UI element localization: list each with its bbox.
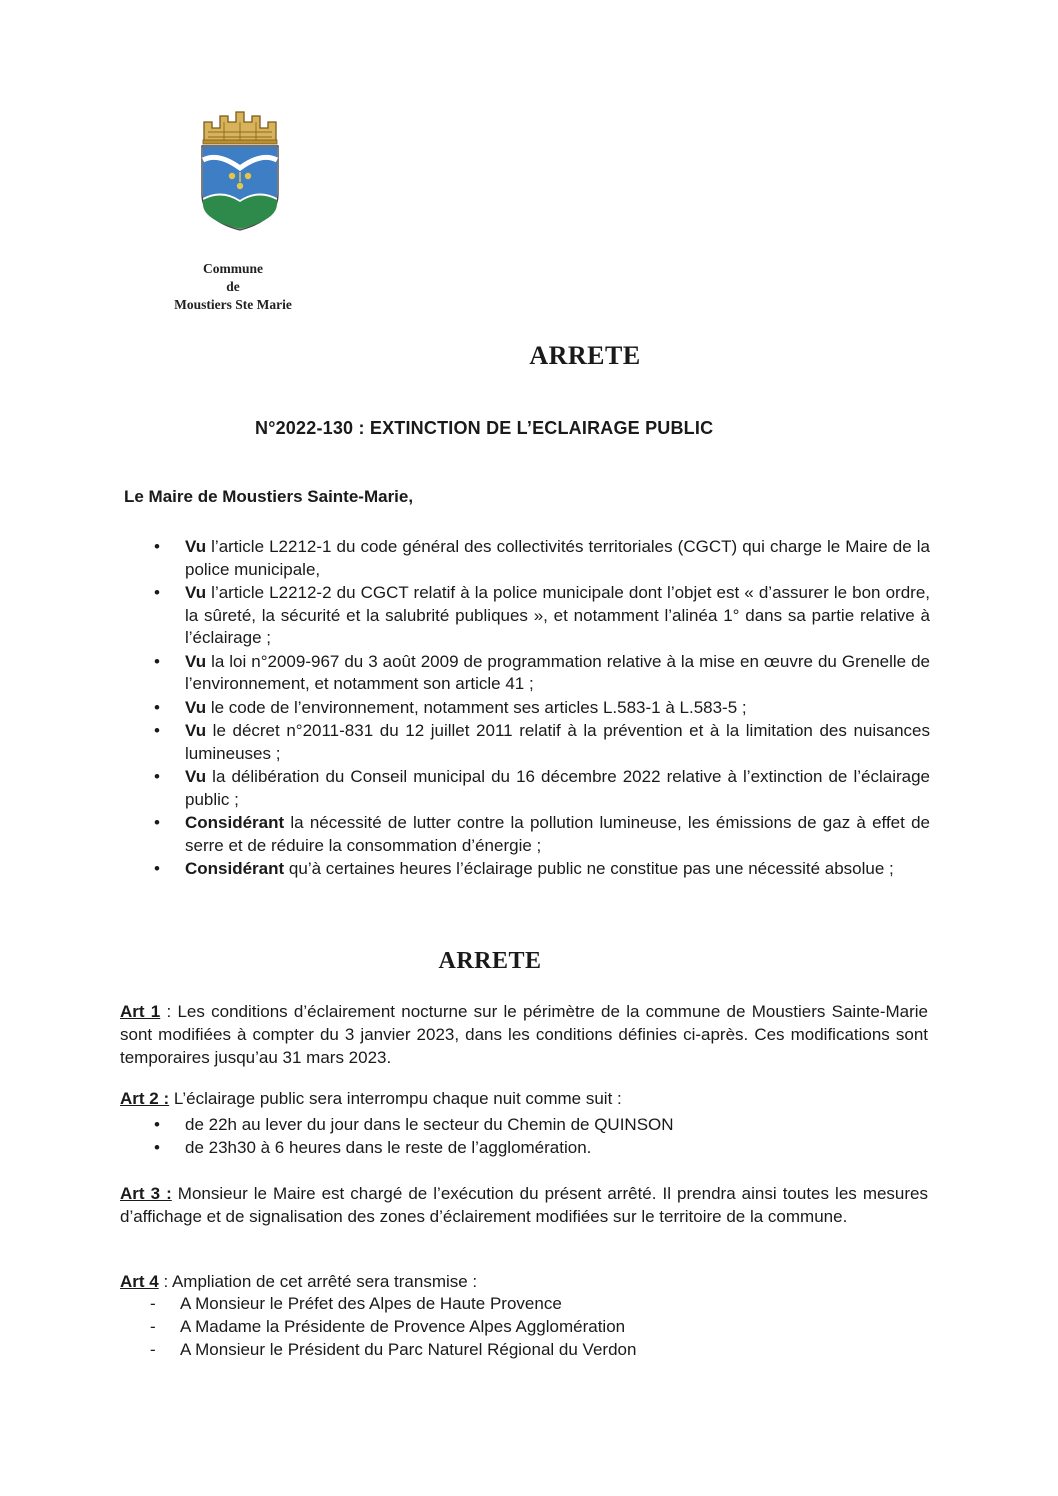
list-item: • de 22h au lever du jour dans le secteur du Chemin de QUINSON	[150, 1113, 850, 1136]
list-item	[150, 766, 930, 811]
item-lead: Vu	[185, 721, 207, 740]
article-2-list	[150, 1113, 850, 1159]
article-4-list	[150, 1292, 850, 1361]
list-item	[150, 812, 930, 857]
article-text: Monsieur le Maire est chargé de l’exécution du présent arrêté. Il prendra ainsi toutes les mesures d’affichage et de signalisation des zones d’éclairement modifiées sur le territoire de la commune.	[120, 1184, 928, 1226]
item-text: la nécessité de lutter contre la pollution lumineuse, les émissions de gaz à effet de serre et de réduire la consommation d’énergie ;	[185, 813, 930, 855]
article-text: : Les conditions d’éclairement nocturne sur le périmètre de la commune de Moustiers Sainte-Marie sont modifiées à compter du 3 janvier 2023, dans les conditions définies ci-après. Ces modifications sont temporaires jusqu’au 31 mars 2023.	[120, 1002, 929, 1067]
article-3	[120, 1182, 928, 1228]
item-text: la délibération du Conseil municipal du 16 décembre 2022 relative à l’extinction de l’éclairage public ;	[185, 767, 930, 809]
list-item: - A Monsieur le Préfet des Alpes de Haute Provence	[150, 1292, 850, 1315]
list-item	[150, 536, 930, 581]
document-subtitle: N°2022-130 : EXTINCTION DE L’ECLAIRAGE PUBLIC	[255, 418, 714, 438]
list-item	[150, 720, 930, 765]
list-item: - A Madame la Présidente de Provence Alpes Agglomération	[150, 1315, 850, 1338]
item-lead: Vu	[185, 697, 207, 717]
article-text: L’éclairage public sera interrompu chaque nuit comme suit :	[169, 1089, 622, 1108]
commune-line2: de	[226, 279, 240, 294]
section-title: ARRETE	[438, 948, 542, 974]
item-lead: Vu	[185, 583, 207, 602]
item-lead: Considérant	[185, 813, 285, 832]
commune-line1: Commune	[203, 261, 263, 276]
article-1	[120, 1000, 928, 1069]
article-label: Art 2 :	[120, 1089, 170, 1108]
item-lead: Vu	[185, 651, 207, 671]
article-label: Art 1	[120, 1002, 161, 1021]
list-item: • de 23h30 à 6 heures dans le reste de l’agglomération.	[150, 1136, 850, 1159]
article-4	[120, 1270, 928, 1293]
item-lead: Considérant	[185, 859, 285, 878]
commune-line3: Moustiers Ste Marie	[174, 297, 292, 312]
article-label: Art 4	[120, 1272, 159, 1291]
item-lead: Vu	[185, 537, 207, 556]
item-text: la loi n°2009-967 du 3 août 2009 de programmation relative à la mise en œuvre du Grenelle de l’environnement, et notamment son article 41 ;	[185, 651, 930, 693]
article-text: : Ampliation de cet arrêté sera transmise :	[158, 1272, 478, 1291]
list-item	[150, 582, 930, 650]
coat-of-arms-icon	[198, 108, 282, 234]
item-text: le code de l’environnement, notamment ses articles L.583-1 à L.583-5 ;	[206, 697, 747, 717]
mayor-heading: Le Maire de Moustiers Sainte-Marie,	[124, 487, 414, 506]
item-lead: Vu	[185, 767, 207, 786]
item-text: le décret n°2011-831 du 12 juillet 2011 relatif à la prévention et à la limitation des nuisances lumineuses ;	[185, 721, 930, 763]
commune-name	[140, 260, 326, 314]
item-text: l’article L2212-2 du CGCT relatif à la police municipale dont l’objet est « d’assurer le bon ordre, la sûreté, la sécurité et la salubrité publiques », et notamment l’alinéa 1° dans sa partie relative à l’éclairage ;	[185, 583, 930, 647]
list-item	[150, 697, 930, 720]
considerations-list	[150, 536, 930, 882]
document-title: ARRETE	[529, 341, 641, 370]
list-item: - A Monsieur le Président du Parc Naturel Régional du Verdon	[150, 1338, 850, 1361]
list-item	[150, 858, 930, 881]
article-label: Art 3 :	[120, 1184, 172, 1203]
article-2	[120, 1087, 928, 1110]
item-text: l’article L2212-1 du code général des collectivités territoriales (CGCT) qui charge le Maire de la police municipale,	[185, 537, 930, 579]
item-text: qu’à certaines heures l’éclairage public ne constitue pas une nécessité absolue ;	[284, 859, 894, 878]
list-item	[150, 651, 930, 696]
